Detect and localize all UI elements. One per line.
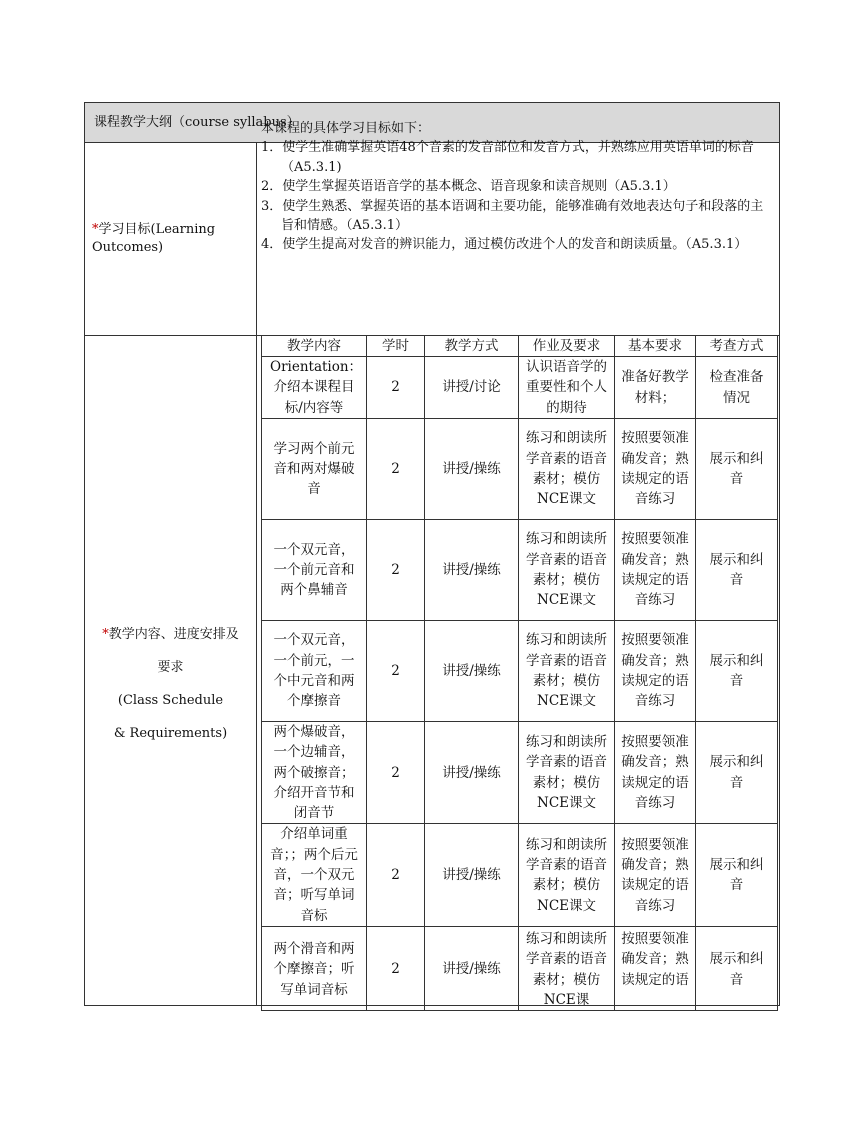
- cell-method: 讲授/操练: [425, 722, 519, 824]
- cell-content: 一个双元音，一个前元音和两个鼻辅音: [273, 541, 355, 599]
- cell-content: 两个滑音和两个摩擦音；听写单词音标: [273, 941, 355, 998]
- required-star: *: [92, 222, 99, 237]
- cell-hours: 2: [367, 621, 425, 722]
- cell-homework: 练习和朗读所学音素的语音素材；模仿NCE课文: [526, 430, 607, 508]
- column-divider: [256, 143, 257, 1005]
- table-row: [262, 357, 778, 419]
- column-header: 作业及要求: [519, 336, 615, 357]
- column-header: 基本要求: [615, 336, 696, 357]
- cell-assessment: 检查准备情况: [709, 369, 764, 406]
- cell-method: 讲授/操练: [425, 621, 519, 722]
- cell-hours: 2: [367, 419, 425, 520]
- outcome-item: 2．使学生掌握英语语音学的基本概念、语音现象和读音规则（A5.3.1）: [261, 179, 676, 195]
- cell-assessment: 展示和纠音: [709, 856, 764, 894]
- cell-hours: 2: [367, 926, 425, 1010]
- table-row: [262, 520, 778, 621]
- cell-method: 讲授/讨论: [425, 357, 519, 419]
- cell-homework: 练习和朗读所学音素的语音素材；模仿NCE课文: [526, 632, 607, 710]
- cell-hours: 2: [367, 722, 425, 824]
- outcome-item: 4．使学生提高对发音的辨识能力，通过模仿改进个人的发音和朗读质量。（A5.3.1）: [261, 237, 748, 253]
- cell-homework: 练习和朗读所学音素的语音素材；模仿NCE课文: [526, 734, 607, 812]
- cell-basic: 按照要领准确发音；熟读规定的语: [621, 930, 689, 988]
- learning-outcomes-content: [261, 119, 773, 255]
- table-row: [262, 824, 778, 926]
- cell-homework: 认识语音学的重要性和个人的期待: [526, 359, 607, 416]
- cell-assessment: 展示和纠音: [709, 652, 764, 689]
- cell-basic: 按照要领准确发音；熟读规定的语音练习: [621, 836, 689, 914]
- column-header: 学时: [367, 336, 425, 357]
- cell-hours: 2: [367, 824, 425, 926]
- cell-assessment: 展示和纠音: [709, 754, 764, 791]
- cell-basic: 按照要领准确发音；熟读规定的语音练习: [621, 734, 689, 812]
- table-row: [262, 722, 778, 824]
- cell-content: 两个爆破音，一个边辅音，两个破擦音；介绍开音节和闭音节: [273, 724, 355, 822]
- column-header: 教学方式: [425, 336, 519, 357]
- syllabus-table: [84, 102, 780, 1006]
- cell-basic: 准备好教学材料；: [621, 369, 689, 406]
- cell-basic: 按照要领准确发音；熟读规定的语音练习: [621, 632, 689, 710]
- cell-method: 讲授/操练: [425, 824, 519, 926]
- outcome-item: 3．使学生熟悉、掌握英语的基本语调和主要功能，能够准确有效地表达句子和段落的主旨和情感。（A5.3.1）: [261, 198, 764, 234]
- cell-basic: 按照要领准确发音；熟读规定的语音练习: [621, 430, 689, 508]
- column-header: 教学内容: [262, 336, 367, 357]
- cell-hours: 2: [367, 520, 425, 621]
- cell-content: Orientation：介绍本课程目标/内容等: [270, 359, 363, 416]
- section-title: 课程教学大纲（course syllabus）: [85, 103, 779, 143]
- schedule-table: [261, 335, 778, 1011]
- cell-content: 学习两个前元音和两对爆破音: [273, 440, 355, 498]
- table-row: [262, 419, 778, 520]
- cell-assessment: 展示和纠音: [709, 450, 764, 487]
- cell-assessment: 展示和纠音: [709, 551, 764, 588]
- cell-content: 介绍单词重音；；两个后元音，一个双元音；听写单词音标: [270, 826, 358, 924]
- outcomes-intro: 本课程的具体学习目标如下：: [261, 121, 431, 136]
- table-row: [262, 621, 778, 722]
- cell-hours: 2: [367, 357, 425, 419]
- cell-homework: 练习和朗读所学音素的语音素材；模仿NCE课: [526, 930, 607, 1008]
- cell-assessment: 展示和纠音: [709, 951, 764, 988]
- cell-method: 讲授/操练: [425, 926, 519, 1010]
- cell-homework: 练习和朗读所学音素的语音素材；模仿NCE课文: [526, 531, 607, 609]
- cell-content: 一个双元音，一个前元，一个中元音和两个摩擦音: [273, 632, 355, 710]
- outcome-item: 1．使学生准确掌握英语48个音素的发音部位和发音方式，并熟练应用英语单词的标音（A5.3.1): [261, 140, 754, 175]
- table-row: [262, 926, 778, 1010]
- learning-outcomes-label: *学习目标(Learning Outcomes): [92, 222, 216, 255]
- required-star: *: [102, 627, 109, 642]
- column-header: 考查方式: [696, 336, 778, 357]
- cell-homework: 练习和朗读所学音素的语音素材；模仿NCE课文: [526, 836, 607, 914]
- schedule-label: *教学内容、进度安排及 要求 (Class Schedule & Requirements): [102, 627, 239, 741]
- cell-method: 讲授/操练: [425, 520, 519, 621]
- cell-basic: 按照要领准确发音；熟读规定的语音练习: [621, 531, 689, 609]
- cell-method: 讲授/操练: [425, 419, 519, 520]
